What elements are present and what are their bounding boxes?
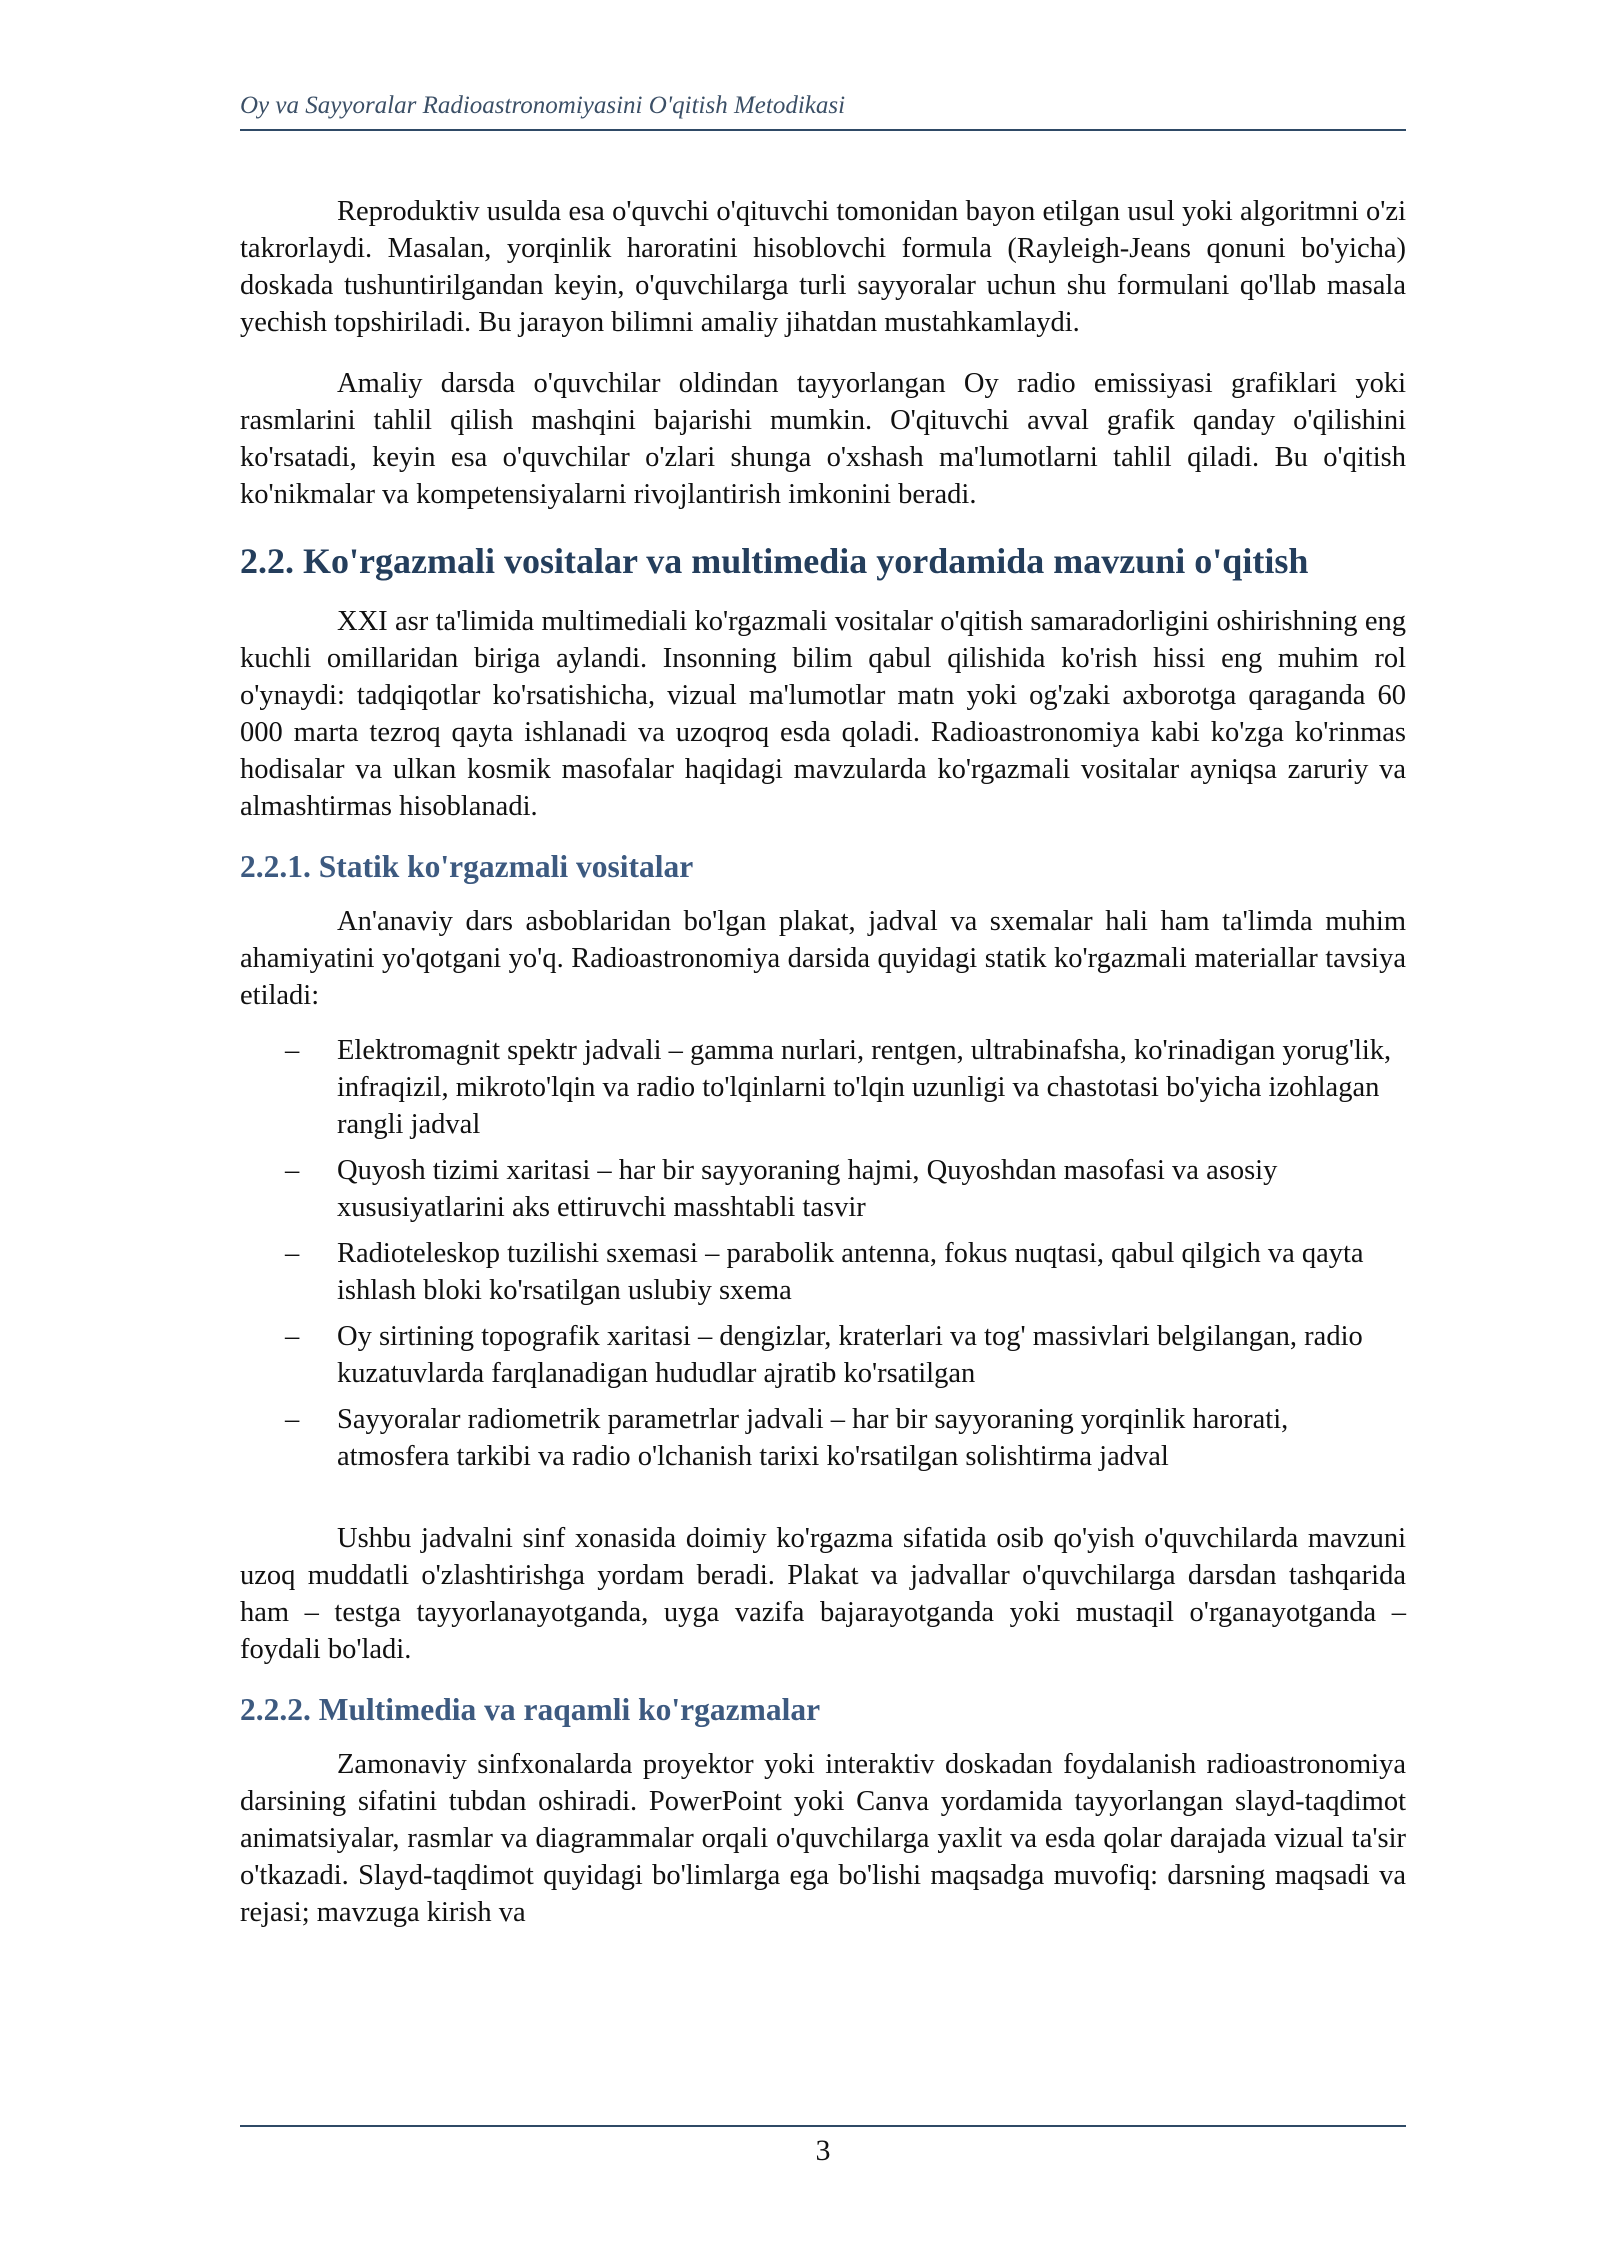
page-number: 3 <box>815 2134 831 2167</box>
list-item <box>240 1235 1406 1309</box>
dash-bullet-icon: – <box>285 1035 300 1066</box>
section-heading-2-2: 2.2. Ko'rgazmali vositalar va multimedia yordamida mavzuni o'qitish <box>240 541 1309 581</box>
subsection-heading-2-2-2: 2.2.2. Multimedia va raqamli ko'rgazmalar <box>240 1692 821 1727</box>
dash-bullet-icon: – <box>285 1238 300 1269</box>
paragraph-xxi-asr: XXI asr ta'limida multimediali ko'rgazmali vositalar o'qitish samaradorligini oshirishning eng kuchli omillaridan biriga aylandi. Insonning bilim qabul qilishida ko'rish hissi eng muhim rol o'ynaydi: tadqiqotlar ko'rsatishicha, vizual ma'lumotlar matn yoki og'zaki axborotga qaraganda 60 000 marta tezroq qayta ishlanadi va uzoqroq esda qoladi. Radioastronomiya kabi ko'zga ko'rinmas hodisalar va ulkan kosmik masofalar haqidagi mavzularda ko'rgazmali vositalar ayniqsa zaruriy va almashtirmas hisoblanadi. <box>240 606 1406 822</box>
list-item <box>240 1032 1406 1143</box>
list-item-text: Radioteleskop tuzilishi sxemasi – parabolik antenna, fokus nuqtasi, qabul qilgich va qayta ishlash bloki ko'rsatilgan uslubiy sxema <box>337 1238 1364 1306</box>
paragraph-zamonaviy: Zamonaviy sinfxonalarda proyektor yoki interaktiv doskadan foydalanish radioastronomiya darsining sifatini tubdan oshiradi. PowerPoint yoki Canva yordamida tayyorlangan slayd-taqdimot animatsiyalar, rasmlar va diagrammalar orqali o'quvchilarga yaxlit va esda qolar darajada vizual ta'sir o'tkazadi. Slayd-taqdimot quyidagi bo'limlarga ega bo'lishi maqsadga muvofiq: darsning maqsadi va rejasi; mavzuga kirish va <box>240 1749 1406 1928</box>
paragraph-ushbu-jadval: Ushbu jadvalni sinf xonasida doimiy ko'rgazma sifatida osib qo'yish o'quvchilarda mavzuni uzoq muddatli o'zlashtirishga yordam beradi. Plakat va jadvallar o'quvchilarga darsdan tashqarida ham – testga tayyorlanayotganda, uyga vazifa bajarayotganda yoki mustaqil o'rganayotganda – foydali bo'ladi. <box>240 1523 1406 1665</box>
dash-bullet-icon: – <box>285 1321 300 1352</box>
header-rule <box>240 129 1406 131</box>
dash-bullet-icon: – <box>285 1404 300 1435</box>
paragraph-reproduktiv: Reproduktiv usulda esa o'quvchi o'qituvchi tomonidan bayon etilgan usul yoki algoritmni o'zi takrorlaydi. Masalan, yorqinlik haroratini hisoblovchi formula (Rayleigh-Jeans qonuni bo'yicha) doskada tushuntirilgandan keyin, o'quvchilarga turli sayyoralar uchun shu formulani qo'llab masala yechish topshiriladi. Bu jarayon bilimni amaliy jihatdan mustahkamlaydi. <box>240 196 1406 338</box>
paragraph-ananaviy: An'anaviy dars asboblaridan bo'lgan plakat, jadval va sxemalar hali ham ta'limda muhim ahamiyatini yo'qotgani yo'q. Radioastronomiya darsida quyidagi statik ko'rgazmali materiallar tavsiya etiladi: <box>240 906 1406 1011</box>
running-header: Oy va Sayyoralar Radioastronomiyasini O'qitish Metodikasi <box>240 92 846 119</box>
subsection-heading-2-2-1: 2.2.1. Statik ko'rgazmali vositalar <box>240 849 694 884</box>
list-item <box>240 1318 1406 1392</box>
list-item-text: Oy sirtining topografik xaritasi – dengizlar, kraterlari va tog' massivlari belgilangan, radio kuzatuvlarda farqlanadigan hududlar ajratib ko'rsatilgan <box>337 1321 1363 1389</box>
list-item <box>240 1401 1406 1475</box>
list-item-text: Sayyoralar radiometrik parametrlar jadvali – har bir sayyoraning yorqinlik harorati, atmosfera tarkibi va radio o'lchanish tarixi ko'rsatilgan solishtirma jadval <box>337 1404 1289 1472</box>
list-item-text: Elektromagnit spektr jadvali – gamma nurlari, rentgen, ultrabinafsha, ko'rinadigan yorug'lik, infraqizil, mikroto'lqin va radio to'lqinlarni to'lqin uzunligi va chastotasi bo'yicha izohlagan rangli jadval <box>337 1035 1392 1140</box>
page-content <box>240 193 1406 1931</box>
dash-bullet-icon: – <box>285 1155 300 1186</box>
static-materials-list <box>240 1032 1406 1475</box>
footer-rule <box>240 2125 1406 2127</box>
list-item-text: Quyosh tizimi xaritasi – har bir sayyoraning hajmi, Quyoshdan masofasi va asosiy xususiyatlarini aks ettiruvchi masshtabli tasvir <box>337 1155 1278 1223</box>
paragraph-amaliy-dars: Amaliy darsda o'quvchilar oldindan tayyorlangan Oy radio emissiyasi grafiklari yoki rasmlarini tahlil qilish mashqini bajarishi mumkin. O'qituvchi avval grafik qanday o'qilishini ko'rsatadi, keyin esa o'quvchilar o'zlari shunga o'xshash ma'lumotlarni tahlil qiladi. Bu o'qitish ko'nikmalar va kompetensiyalarni rivojlantirish imkonini beradi. <box>240 368 1406 510</box>
list-item <box>240 1152 1406 1226</box>
